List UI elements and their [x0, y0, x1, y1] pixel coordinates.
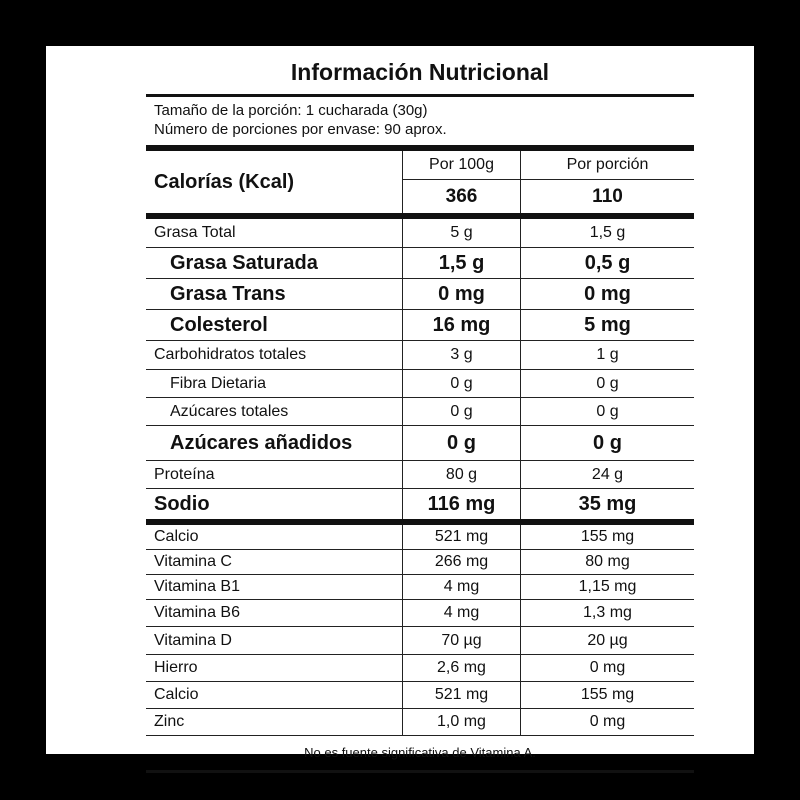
row-azucares-totales — [146, 398, 694, 426]
per100-header: Por 100g — [403, 151, 520, 180]
row-vitamina-c — [146, 550, 694, 575]
nutrient-name: Grasa Saturada — [170, 251, 318, 274]
nutrient-per100: 266 mg — [402, 550, 520, 574]
nutrient-perserving: 1,15 mg — [520, 575, 694, 599]
perserving-header: Por porción — [521, 151, 694, 180]
nutrient-name: Vitamina D — [154, 631, 232, 649]
row-grasa-total — [146, 219, 694, 248]
row-sodio — [146, 489, 694, 525]
nutrient-perserving: 5 mg — [520, 310, 694, 340]
nutrient-name: Fibra Dietaria — [170, 374, 267, 392]
nutrient-perserving: 155 mg — [520, 525, 694, 549]
nutrient-name: Proteína — [154, 465, 215, 483]
row-vitamina-d — [146, 627, 694, 655]
nutrient-per100: 2,6 mg — [402, 655, 520, 681]
nutrient-name: Colesterol — [170, 313, 268, 336]
nutrient-name: Carbohidratos totales — [154, 346, 307, 363]
nutrient-per100: 0 g — [402, 370, 520, 397]
nutrient-name: Vitamina B1 — [154, 578, 240, 595]
nutrient-per100: 4 mg — [402, 600, 520, 626]
serving-size: Tamaño de la porción: 1 cucharada (30g) — [154, 102, 428, 119]
nutrient-name: Grasa Total — [154, 224, 236, 241]
nutrient-name: Azúcares añadidos — [170, 431, 353, 454]
nutrient-per100: 116 mg — [402, 489, 520, 519]
nutrient-name: Calcio — [154, 686, 199, 703]
nutrient-name: Sodio — [154, 492, 210, 515]
nutrient-name: Vitamina C — [154, 553, 232, 570]
perserving-column-header — [520, 151, 694, 213]
row-azucares-anadidos — [146, 426, 694, 461]
footer-note: No es fuente significativa de Vitamina A. — [146, 736, 694, 773]
servings-per-container: Número de porciones por envase: 90 aprox. — [154, 121, 447, 138]
nutrient-perserving: 0,5 g — [520, 248, 694, 278]
nutrient-perserving: 155 mg — [520, 682, 694, 708]
nutrient-name: Hierro — [154, 659, 198, 676]
row-proteina — [146, 461, 694, 489]
nutrient-perserving: 20 µg — [520, 627, 694, 654]
nutrient-perserving: 0 g — [520, 426, 694, 460]
nutrient-perserving: 1,5 g — [520, 219, 694, 247]
row-vitamina-b1 — [146, 575, 694, 600]
nutrient-perserving: 0 g — [520, 370, 694, 397]
nutrient-perserving: 35 mg — [520, 489, 694, 519]
nutrient-per100: 5 g — [402, 219, 520, 247]
nutrient-name: Vitamina B6 — [154, 604, 240, 621]
label-title: Información Nutricional — [146, 50, 694, 97]
row-grasa-trans — [146, 279, 694, 310]
nutrient-perserving: 80 mg — [520, 550, 694, 574]
nutrient-per100: 1,5 g — [402, 248, 520, 278]
nutrient-per100: 1,0 mg — [402, 709, 520, 735]
nutrient-perserving: 1 g — [520, 341, 694, 369]
row-carbohidratos — [146, 341, 694, 370]
per100-column-header — [402, 151, 520, 213]
nutrient-per100: 4 mg — [402, 575, 520, 599]
nutrient-name: Azúcares totales — [170, 402, 289, 420]
nutrient-per100: 521 mg — [402, 525, 520, 549]
calories-label: Calorías (Kcal) — [154, 170, 295, 193]
nutrient-per100: 16 mg — [402, 310, 520, 340]
nutrient-perserving: 1,3 mg — [520, 600, 694, 626]
row-calcio-2 — [146, 682, 694, 709]
row-fibra — [146, 370, 694, 398]
nutrient-per100: 3 g — [402, 341, 520, 369]
row-hierro — [146, 655, 694, 682]
nutrient-name: Calcio — [154, 528, 199, 545]
nutrient-per100: 0 g — [402, 398, 520, 425]
nutrient-name: Grasa Trans — [170, 282, 286, 305]
nutrient-perserving: 24 g — [520, 461, 694, 488]
nutrient-perserving: 0 mg — [520, 655, 694, 681]
nutrient-per100: 80 g — [402, 461, 520, 488]
serving-info — [146, 97, 694, 151]
nutrient-per100: 0 mg — [402, 279, 520, 309]
nutrient-perserving: 0 mg — [520, 709, 694, 735]
nutrition-panel — [146, 46, 694, 773]
row-calcio — [146, 525, 694, 550]
calories-row — [146, 151, 694, 219]
row-zinc — [146, 709, 694, 736]
row-vitamina-b6 — [146, 600, 694, 627]
calories-perserving: 110 — [592, 185, 623, 207]
nutrient-perserving: 0 mg — [520, 279, 694, 309]
nutrient-per100: 0 g — [402, 426, 520, 460]
nutrient-perserving: 0 g — [520, 398, 694, 425]
nutrient-per100: 521 mg — [402, 682, 520, 708]
nutrition-label — [46, 46, 754, 760]
calories-per100: 366 — [445, 185, 478, 207]
nutrient-name: Zinc — [154, 713, 185, 730]
nutrient-per100: 70 µg — [402, 627, 520, 654]
row-colesterol — [146, 310, 694, 341]
row-grasa-saturada — [146, 248, 694, 279]
